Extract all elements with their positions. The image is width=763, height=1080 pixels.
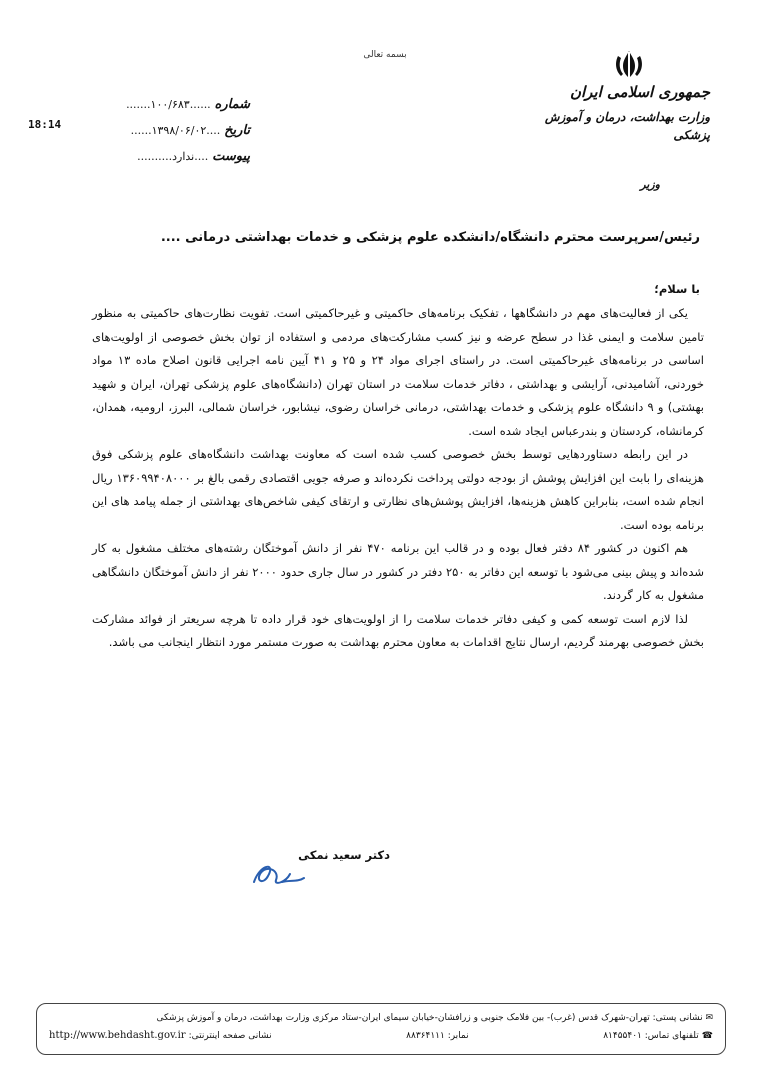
paragraph-1: یکی از فعالیت‌های مهم در دانشگاهها ، تفکیک برنامه‌های حاکمیتی و غیرحاکمیتی است. تفویت نظارت‌های حاکمیتی به منظور تامین سلامت و ایمنی غذا در سطح عرضه و نیز کسب مشارکت‌های مردمی و استفاده از توان بخش خصوصی از اولویت‌های اساسی در برنامه‌های غیرحاکمیتی است. در راستای اجرای مواد ۲۴ و ۲۵ و ۴۱ آیین نامه اجرایی قانون اصلاح ماده ۱۳ مواد خوردنی، آشامیدنی، آرایشی و بهداشتی ، دفاتر خدمات سلامت در استان تهران (دانشگاه‌های علوم پزشکی تهران، ایران و شهید بهشتی) و ۹ دانشگاه علوم پزشکی و خدمات بهداشتی، درمانی خراسان رضوی، نیشابور، خراسان شمالی، البرز، ارومیه، همدان، کرمانشاه، کردستان و بندرعباس ایجاد شده است. bbox=[92, 306, 704, 438]
ministry-line2: وزارت بهداشت، درمان و آموزش پزشکی bbox=[544, 110, 710, 142]
footer-address: نشانی پستی: تهران-شهرک قدس (غرب)- بین فلامک جنوبی و زرافشان-خیابان سیمای ایران-ستاد مرکزی وزارت بهداشت، درمان و آموزش پزشکی bbox=[156, 1013, 703, 1023]
handwritten-signature-icon bbox=[246, 852, 326, 892]
signatory-name: دکتر سعید نمکی bbox=[298, 848, 390, 862]
footer-contact-line bbox=[49, 1026, 713, 1046]
bismillah-text: بسمه تعالی bbox=[363, 50, 407, 60]
envelope-icon: ✉ bbox=[705, 1013, 713, 1023]
phone-icon: ☎ bbox=[701, 1031, 713, 1041]
ministry-letterhead bbox=[540, 82, 710, 144]
footer-fax: نمابر: ۸۸۳۶۴۱۱۱ bbox=[406, 1031, 469, 1041]
greeting: با سلام؛ bbox=[654, 282, 700, 296]
reference-date-row bbox=[70, 118, 250, 144]
letter-body bbox=[92, 302, 704, 655]
number-label: شماره bbox=[214, 97, 250, 112]
footer-box bbox=[36, 1003, 726, 1055]
time-stamp: 18:14 bbox=[28, 118, 62, 131]
paragraph-4: لذا لازم است توسعه کمی و کیفی دفاتر خدمات سلامت را از اولویت‌های خود قرار داده تا هرچه سریعتر از فوائد مشارکت بخش خصوصی بهرمند گردیم، ارسال نتایج اقدامات به معاون محترم بهداشت به صورت مستمر مورد انتظار اینجانب می باشد. bbox=[92, 611, 704, 649]
footer-address-line bbox=[49, 1010, 713, 1026]
addressee: رئیس/سرپرست محترم دانشگاه/دانشکده علوم پزشکی و خدمات بهداشتی درمانی .... bbox=[160, 230, 700, 245]
reference-number-row bbox=[70, 92, 250, 118]
reference-block bbox=[70, 92, 250, 170]
footer-phone-group bbox=[603, 1026, 713, 1046]
number-value: ......۱۰۰/۶۸۳....... bbox=[126, 98, 211, 111]
paragraph-2: در این رابطه دستاوردهایی توسط بخش خصوصی کسب شده است که معاونت بهداشت دانشگاه‌های علوم پزشکی فوق هزینه‌ای را بابت این افزایش پوشش از بودجه دولتی پرداخت نکرده‌اند و صرفه جویی اقتصادی رقمی بالغ بر ۱۳۶۰۹۹۴۰۸۰۰۰ ریال انجام شده است، بنابراین کاهش هزینه‌ها، افزایش پوشش‌های نظارتی و ارتقای کیفی شاخص‌های بهداشتی از جمله پیامد های این برنامه بوده است. bbox=[92, 447, 704, 532]
paragraph-3: هم اکنون در کشور ۸۴ دفتر فعال بوده و در قالب این برنامه ۴۷۰ نفر از دانش آموختگان رشته‌های مختلف مشغول به کار شده‌اند و پیش بینی می‌شود با توسعه این دفاتر به ۲۵۰ دفتر در کشور در سال جاری حدود ۲۰۰۰ نفر از دانش آموختگان دانشگاهی مشغول به کار گردند. bbox=[92, 541, 704, 602]
minister-title: وزیر bbox=[640, 178, 660, 191]
attachment-value: ....ندارد.......... bbox=[137, 150, 209, 163]
iran-emblem-icon bbox=[612, 48, 646, 82]
ministry-line1: جمهوری اسلامی ایران bbox=[569, 83, 710, 101]
date-value: ....۱۳۹۸/۰۶/۰۲...... bbox=[130, 124, 221, 137]
date-label: تاریخ bbox=[224, 123, 250, 138]
reference-attachment-row bbox=[70, 144, 250, 170]
attachment-label: پیوست bbox=[212, 149, 250, 164]
footer-website-group bbox=[49, 1026, 272, 1046]
footer-phone: تلفنهای تماس: ۸۱۴۵۵۴۰۱ bbox=[603, 1031, 699, 1041]
website-link[interactable]: http://www.behdasht.gov.ir bbox=[49, 1030, 186, 1041]
footer-website-label: نشانی صفحه اینترنتی: bbox=[188, 1031, 272, 1041]
